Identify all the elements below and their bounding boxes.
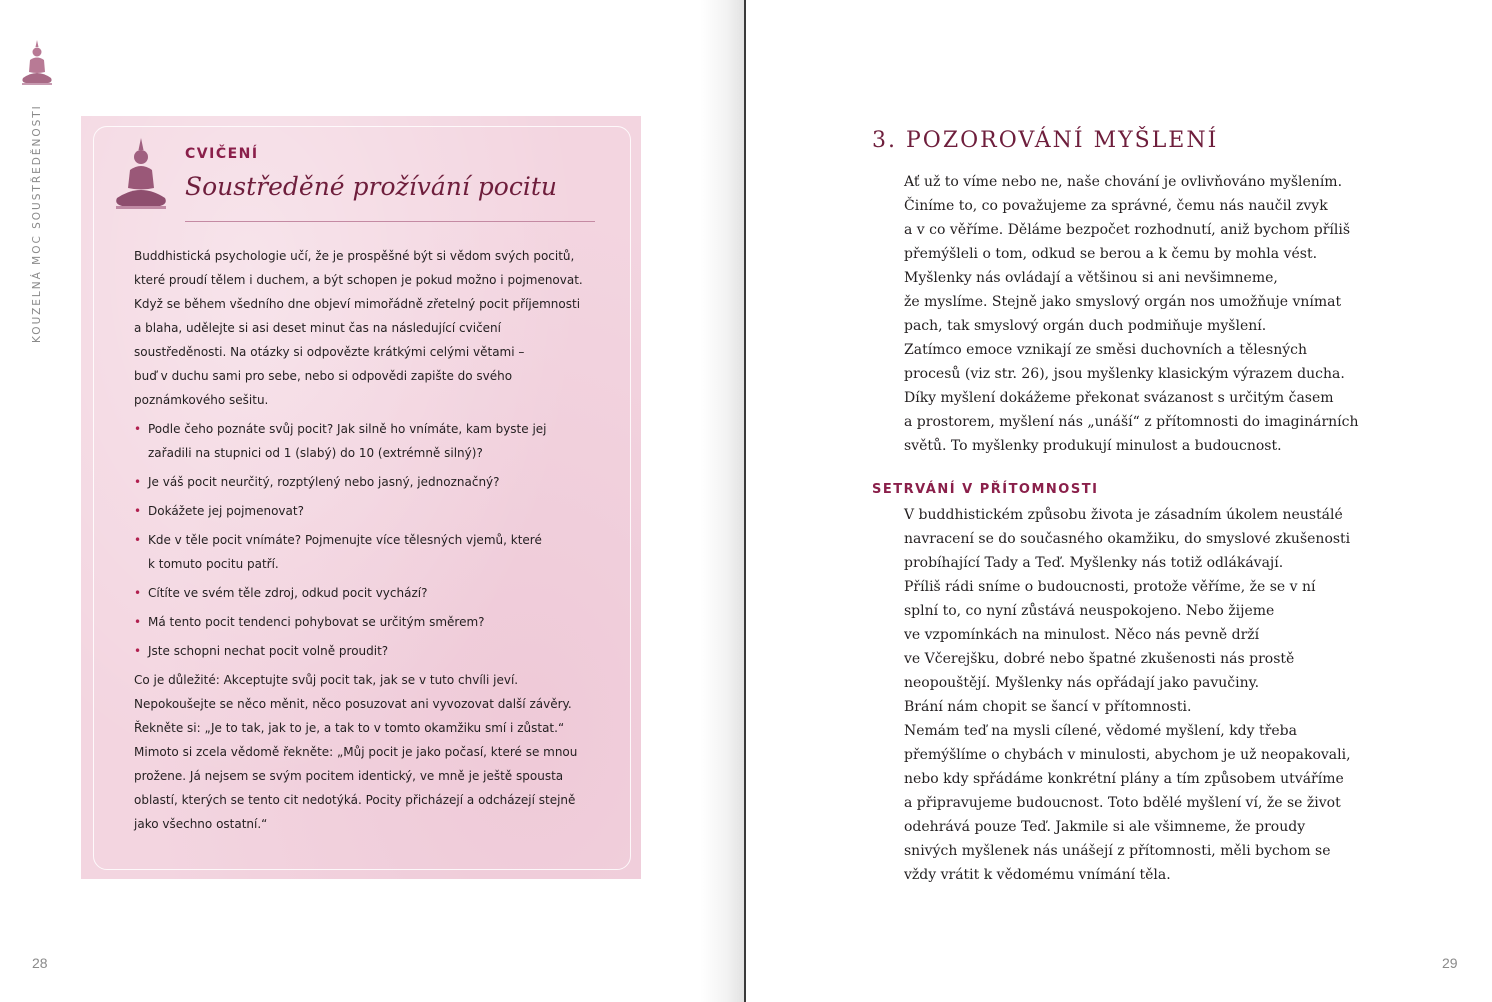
intro-line: Buddhistická psychologie učí, že je prospěšné být si vědom svých pocitů, — [134, 249, 575, 263]
text-line: navracení se do současného okamžiku, do smyslové zkušenosti — [904, 531, 1351, 547]
text-line: Díky myšlení dokážeme překonat svázanost s určitým časem — [904, 390, 1334, 406]
bullet-icon: • — [134, 644, 142, 658]
text-line: Zatímco emoce vznikají ze směsi duchovních a tělesných — [904, 342, 1307, 358]
intro-paragraph — [134, 244, 584, 412]
list-item-line: Má tento pocit tendenci pohybovat se určitým směrem? — [148, 615, 485, 629]
exercise-body — [134, 244, 584, 836]
running-head: KOUZELNÁ MOC SOUSTŘEDĚNOSTI — [31, 104, 43, 343]
text-line: Ať už to víme nebo ne, naše chování je ovlivňováno myšlením. — [904, 174, 1343, 190]
list-item — [134, 499, 584, 523]
list-item — [134, 470, 584, 494]
gutter-shadow — [700, 0, 746, 1002]
text-line: ve Včerejšku, dobré nebo špatné zkušenosti nás prostě — [904, 651, 1295, 667]
bullet-icon: • — [134, 615, 142, 629]
exercise-box — [81, 116, 641, 879]
bullet-icon: • — [134, 586, 142, 600]
intro-line: poznámkového sešitu. — [134, 393, 269, 407]
text-line: Nemám teď na mysli cílené, vědomé myšlení, kdy třeba — [904, 723, 1297, 739]
closing-line: oblastí, kterých se tento cit nedotýká. Pocity přicházejí a odcházejí stejně — [134, 793, 576, 807]
closing-line: Co je důležité: Akceptujte svůj pocit tak, jak se v tuto chvíli jeví. — [134, 673, 519, 687]
closing-line: jako všechno ostatní.“ — [134, 817, 268, 831]
list-item — [134, 610, 584, 634]
list-item-line: Je váš pocit neurčitý, rozptýlený nebo jasný, jednoznačný? — [148, 475, 500, 489]
bullet-icon: • — [134, 475, 142, 489]
section-paragraph — [904, 503, 1374, 887]
text-line: Myšlenky nás ovládají a většinou si ani nevšimneme, — [904, 270, 1278, 286]
question-list — [134, 417, 584, 663]
text-line: přemýšlíme o chybách v minulosti, abychom je už neopakovali, — [904, 747, 1351, 763]
bullet-icon: • — [134, 533, 142, 547]
text-line: nebo kdy spřádáme konkrétní plány a tím způsobem utváříme — [904, 771, 1344, 787]
list-item-line: Kde v těle pocit vnímáte? Pojmenujte více tělesných vjemů, které — [148, 533, 542, 547]
list-item — [134, 581, 584, 605]
closing-line: Řekněte si: „Je to tak, jak to je, a tak to v tomto okamžiku smí i zůstat.“ — [134, 721, 565, 735]
page-number-right: 29 — [1442, 955, 1458, 971]
title-rule — [185, 221, 595, 222]
text-line: že myslíme. Stejně jako smyslový orgán nos umožňuje vnímat — [904, 294, 1342, 310]
text-line: Brání nám chopit se šancí v přítomnosti. — [904, 699, 1192, 715]
bullet-icon: • — [134, 504, 142, 518]
exercise-title: Soustředěné prožívání pocitu — [185, 172, 557, 201]
right-page — [746, 0, 1492, 1002]
bullet-icon: • — [134, 422, 142, 436]
list-item — [134, 528, 584, 576]
intro-line: soustředěnosti. Na otázky si odpovězte krátkými celými větami – — [134, 345, 525, 359]
chapter-intro-paragraph — [904, 170, 1374, 458]
text-line: a prostorem, myšlení nás „unáší“ z přítomnosti do imaginárních — [904, 414, 1359, 430]
text-line: a v co věříme. Děláme bezpočet rozhodnutí, aniž bychom příliš — [904, 222, 1351, 238]
chapter-title: 3. POZOROVÁNÍ MYŠLENÍ — [872, 128, 1219, 153]
text-line: snivých myšlenek nás unášejí z přítomnosti, měli bychom se — [904, 843, 1331, 859]
list-item — [134, 417, 584, 465]
text-line: Příliš rádi sníme o budoucnosti, protože věříme, že se v ní — [904, 579, 1316, 595]
list-item-line: Cítíte ve svém těle zdroj, odkud pocit vychází? — [148, 586, 428, 600]
text-line: vždy vrátit k vědomému vnímání těla. — [904, 867, 1171, 883]
text-line: splní to, co nyní zůstává neuspokojeno. Nebo žijeme — [904, 603, 1275, 619]
intro-line: které proudí tělem i duchem, a být schopen je pokud možno i pojmenovat. — [134, 273, 583, 287]
text-line: Činíme to, co považujeme za správné, čemu nás naučil zvyk — [904, 198, 1328, 214]
section-subheading: SETRVÁNÍ V PŘÍTOMNOSTI — [872, 482, 1099, 497]
buddha-icon — [113, 136, 169, 210]
list-item-line: Podle čeho poznáte svůj pocit? Jak silně ho vnímáte, kam byste jej — [148, 422, 547, 436]
list-item-line: Jste schopni nechat pocit volně proudit? — [148, 644, 389, 658]
exercise-kicker: CVIČENÍ — [185, 146, 259, 162]
page-number-left: 28 — [32, 955, 48, 971]
closing-paragraph — [134, 668, 584, 836]
list-item-line: Dokážete jej pojmenovat? — [148, 504, 304, 518]
text-line: probíhající Tady a Teď. Myšlenky nás totiž odlákávají. — [904, 555, 1284, 571]
closing-line: prožene. Já nejsem se svým pocitem identický, ve mně je ještě spousta — [134, 769, 564, 783]
text-line: procesů (viz str. 26), jsou myšlenky klasickým výrazem ducha. — [904, 366, 1345, 382]
intro-line: buď v duchu sami pro sebe, nebo si odpovědi zapište do svého — [134, 369, 513, 383]
intro-line: Když se během všedního dne objeví mimořádně zřetelný pocit příjemnosti — [134, 297, 581, 311]
intro-line: a blaha, udělejte si asi deset minut čas na následující cvičení — [134, 321, 501, 335]
text-line: V buddhistickém způsobu života je zásadním úkolem neustálé — [904, 507, 1343, 523]
closing-line: Mimoto si zcela vědomě řekněte: „Můj pocit je jako počasí, které se mnou — [134, 745, 578, 759]
list-item-line: zařadili na stupnici od 1 (slabý) do 10 (extrémně silný)? — [148, 446, 483, 460]
text-line: odehrává pouze Teď. Jakmile si ale všimneme, že proudy — [904, 819, 1306, 835]
list-item-line: k tomuto pocitu patří. — [148, 557, 279, 571]
text-line: pach, tak smyslový orgán duch podmiňuje myšlení. — [904, 318, 1267, 334]
text-line: a připravujeme budoucnost. Toto bdělé myšlení ví, že se život — [904, 795, 1341, 811]
text-line: přemýšleli o tom, odkud se berou a k čemu by mohla vést. — [904, 246, 1318, 262]
text-line: světů. To myšlenky produkují minulost a budoucnost. — [904, 438, 1282, 454]
list-item — [134, 639, 584, 663]
text-line: neopouštějí. Myšlenky nás opřádají jako pavučiny. — [904, 675, 1260, 691]
closing-line: Nepokoušejte se něco měnit, něco posuzovat ani vyvozovat další závěry. — [134, 697, 572, 711]
buddha-icon — [20, 38, 54, 86]
text-line: ve vzpomínkách na minulost. Něco nás pevně drží — [904, 627, 1260, 643]
